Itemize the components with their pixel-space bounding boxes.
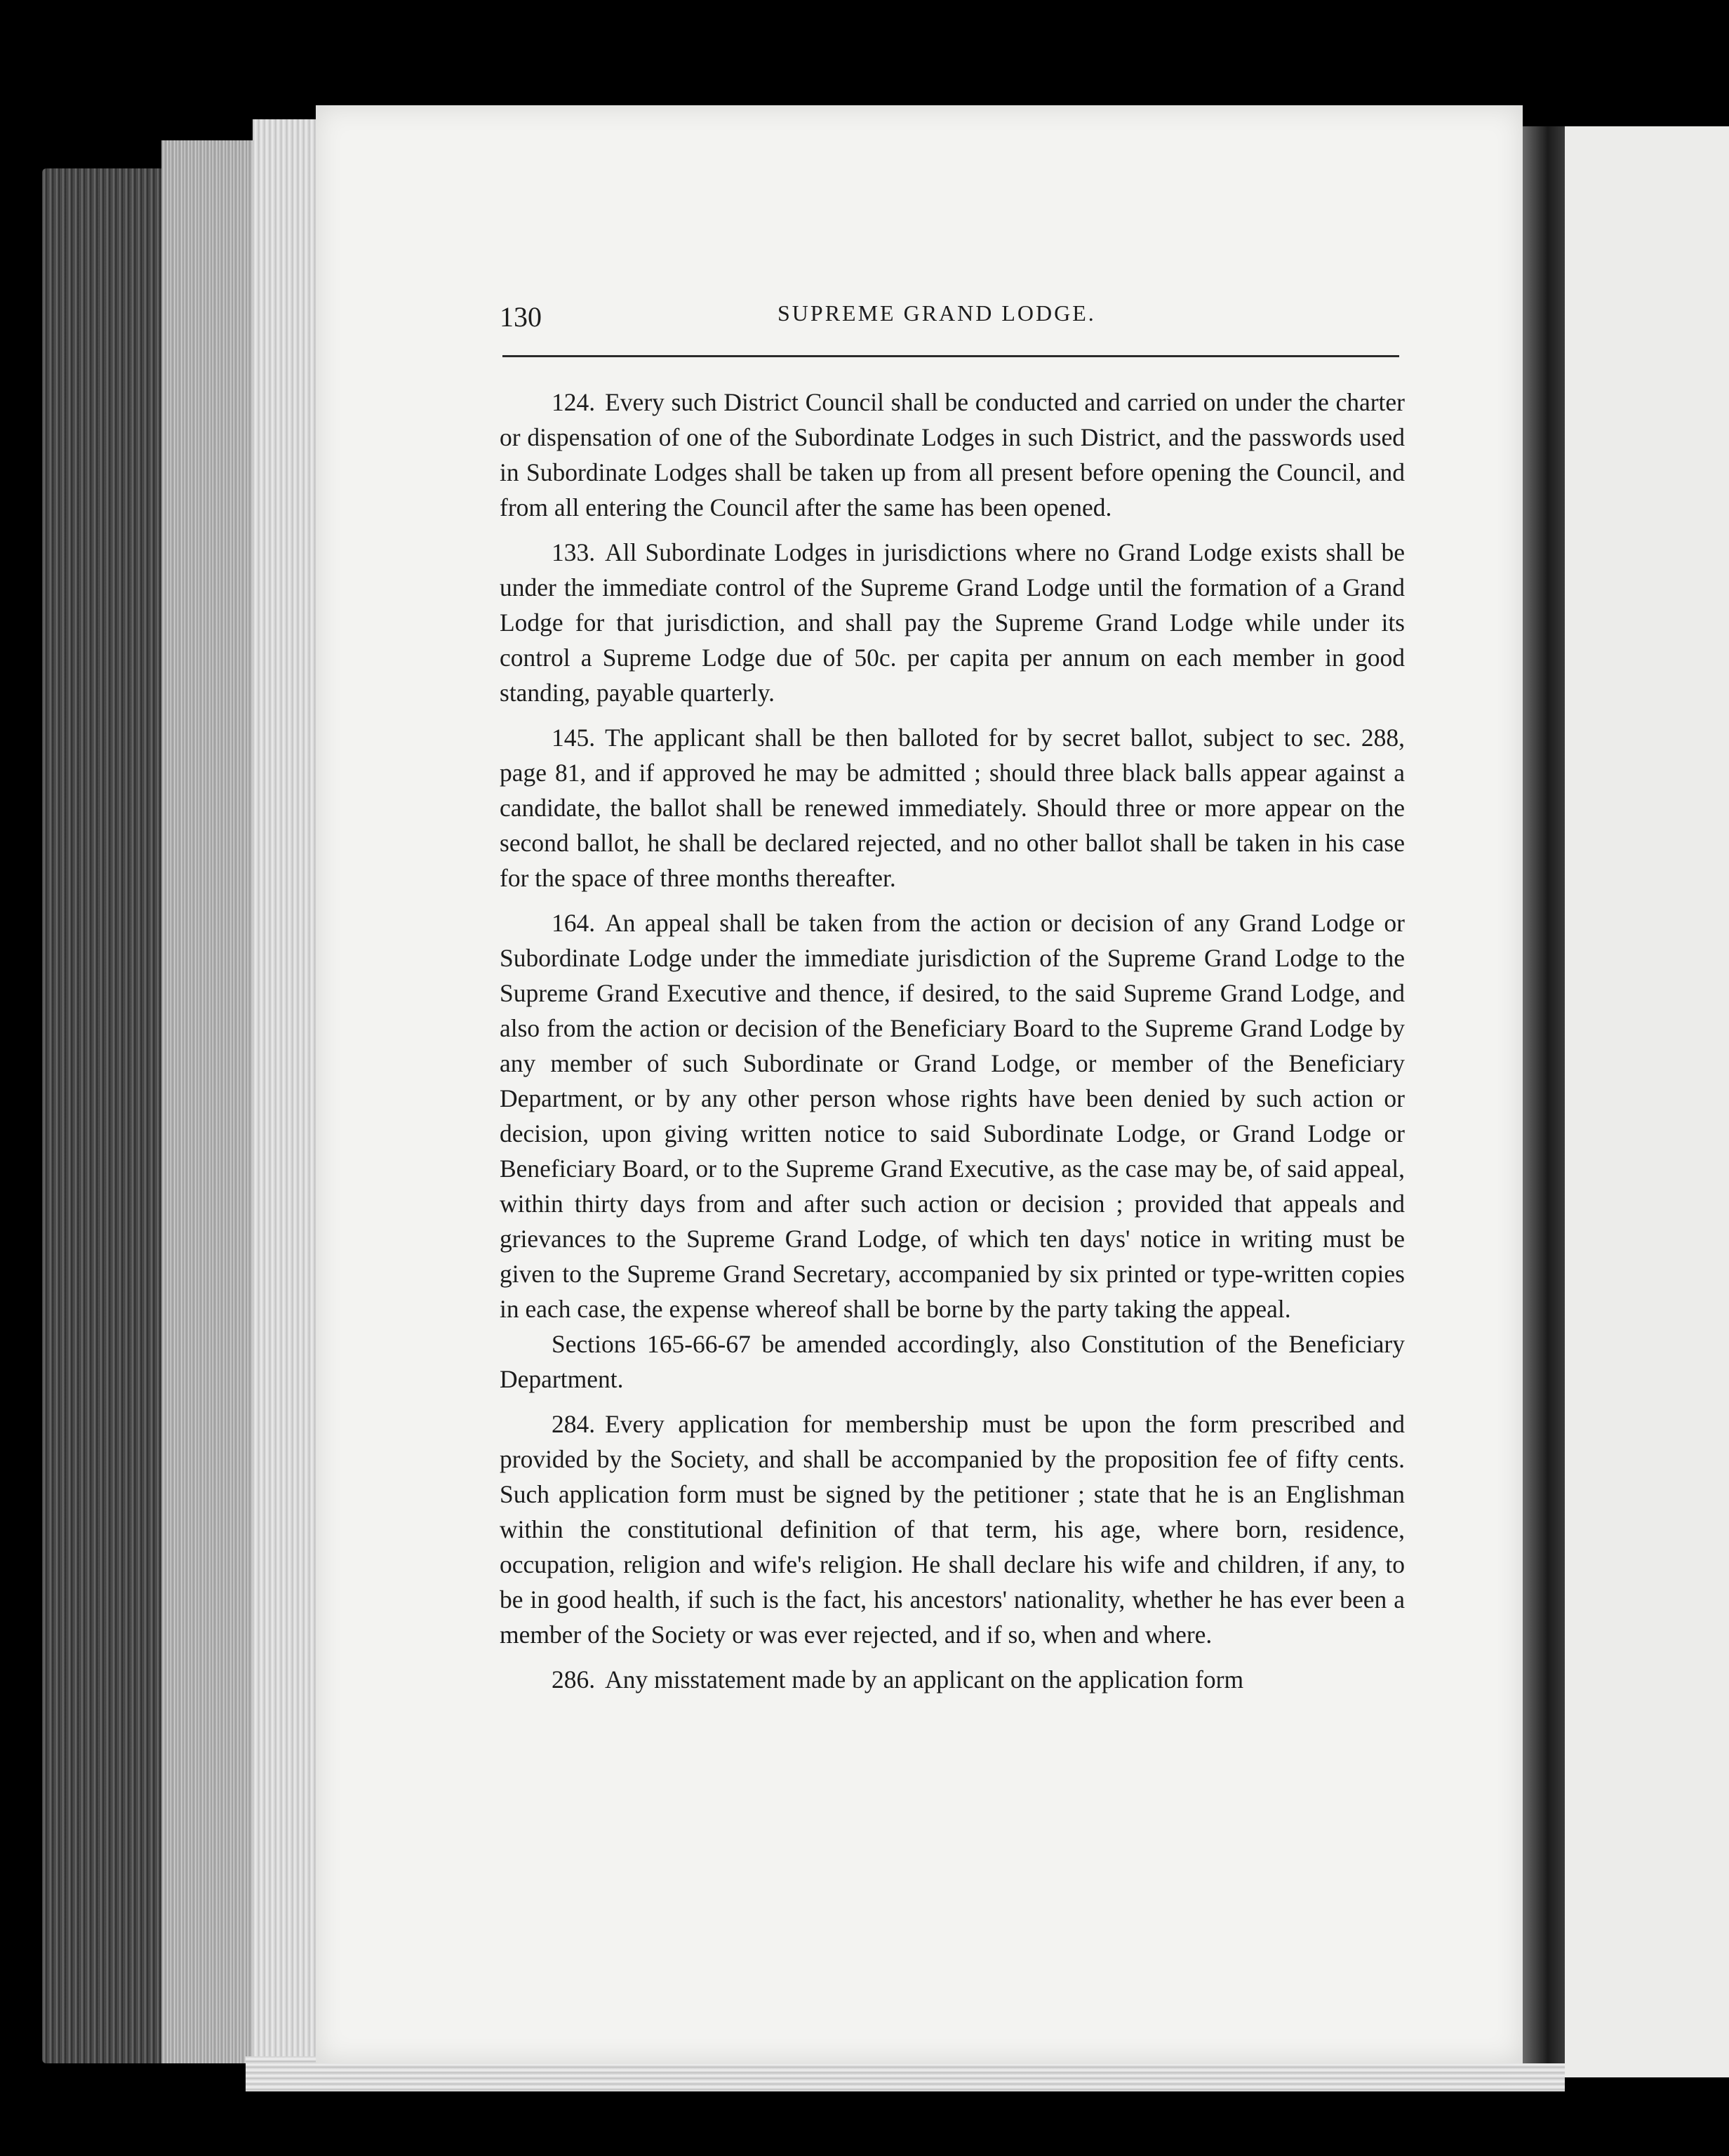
section-number: 145.: [552, 724, 596, 752]
section-number: 133.: [552, 538, 596, 566]
section-text: The applicant shall be then balloted for by secret ballot, subject to sec. 288, page 81, and if approved he may be admitted ; should three black balls appear against a candidate, the ballot shall be renewed immediately. Should three or more appear on the second ballot, he shall be declared rejected, and no other ballot shall be taken in his case for the space of three months thereafter.: [500, 724, 1405, 892]
header-rule: [502, 355, 1399, 357]
book-gutter: [1523, 126, 1565, 2063]
page-header-title: SUPREME GRAND LODGE.: [777, 300, 1096, 326]
running-head: [500, 293, 1398, 342]
page-number: 130: [500, 301, 542, 333]
section-text: Every such District Council shall be conducted and carried on under the charter or dispensation of one of the Subordinate Lodges in such District, and the passwords used in Subordinate Lodges shall be taken up from all present before opening the Council, and from all entering the Council after the same has been opened.: [500, 388, 1405, 521]
section-paragraph: [500, 385, 1405, 525]
section-number: 164.: [552, 909, 596, 937]
facing-page: [1565, 126, 1729, 2077]
section-paragraph: [500, 905, 1405, 1326]
section-text: Sections 165-66-67 be amended accordingly, also Constitution of the Beneficiary Department.: [500, 1330, 1405, 1393]
section-paragraph: [500, 535, 1405, 710]
section-paragraph: [500, 1406, 1405, 1652]
section-number: 284.: [552, 1410, 596, 1438]
section-text: An appeal shall be taken from the action or decision of any Grand Lodge or Subordinate Lodge under the immediate jurisdiction of the Supreme Grand Lodge to the Supreme Grand Executive and thence, if desired, to the said Supreme Grand Lodge, and also from the action or decision of the Beneficiary Board to the Supreme Grand Lodge by any member of such Subordinate or Grand Lodge, or member of the Beneficiary Department, or by any other person whose rights have been denied by such action or decision, upon giving written notice to said Subordinate Lodge, or Grand Lodge or Beneficiary Board, or to the Supreme Grand Executive, as the case may be, of said appeal, within thirty days from and after such action or decision ; provided that appeals and grievances to the Supreme Grand Lodge, of which ten days' notice in writing must be given to the Supreme Grand Secretary, accompanied by six printed or type-written copies in each case, the expense whereof shall be borne by the party taking the appeal.: [500, 909, 1405, 1323]
section-text: All Subordinate Lodges in jurisdictions where no Grand Lodge exists shall be under the immediate control of the Supreme Grand Lodge until the formation of a Grand Lodge for that jurisdiction, and shall pay the Supreme Grand Lodge while under its control a Supreme Lodge due of 50c. per capita per annum on each member in good standing, payable quarterly.: [500, 538, 1405, 707]
section-text: Every application for membership must be upon the form prescribed and provided by the Society, and shall be accompanied by the proposition fee of fifty cents. Such application form must be signed by the petitioner ; state that he is an Englishman within the constitutional definition of that term, his age, where born, residence, occupation, religion and wife's religion. He shall declare his wife and children, if any, to be in good health, if such is the fact, his ancestors' nationality, whether he has ever been a member of the Society or was ever rejected, and if so, when and where.: [500, 1410, 1405, 1649]
page-edge-strip: [253, 119, 323, 2063]
amendment-note: [500, 1326, 1405, 1397]
section-paragraph: [500, 720, 1405, 896]
section-number: 286.: [552, 1665, 596, 1693]
section-number: 124.: [552, 388, 596, 416]
section-paragraph: [500, 1662, 1405, 1697]
page-body: [500, 385, 1405, 1707]
section-text: Any misstatement made by an applicant on the application form: [605, 1665, 1244, 1693]
